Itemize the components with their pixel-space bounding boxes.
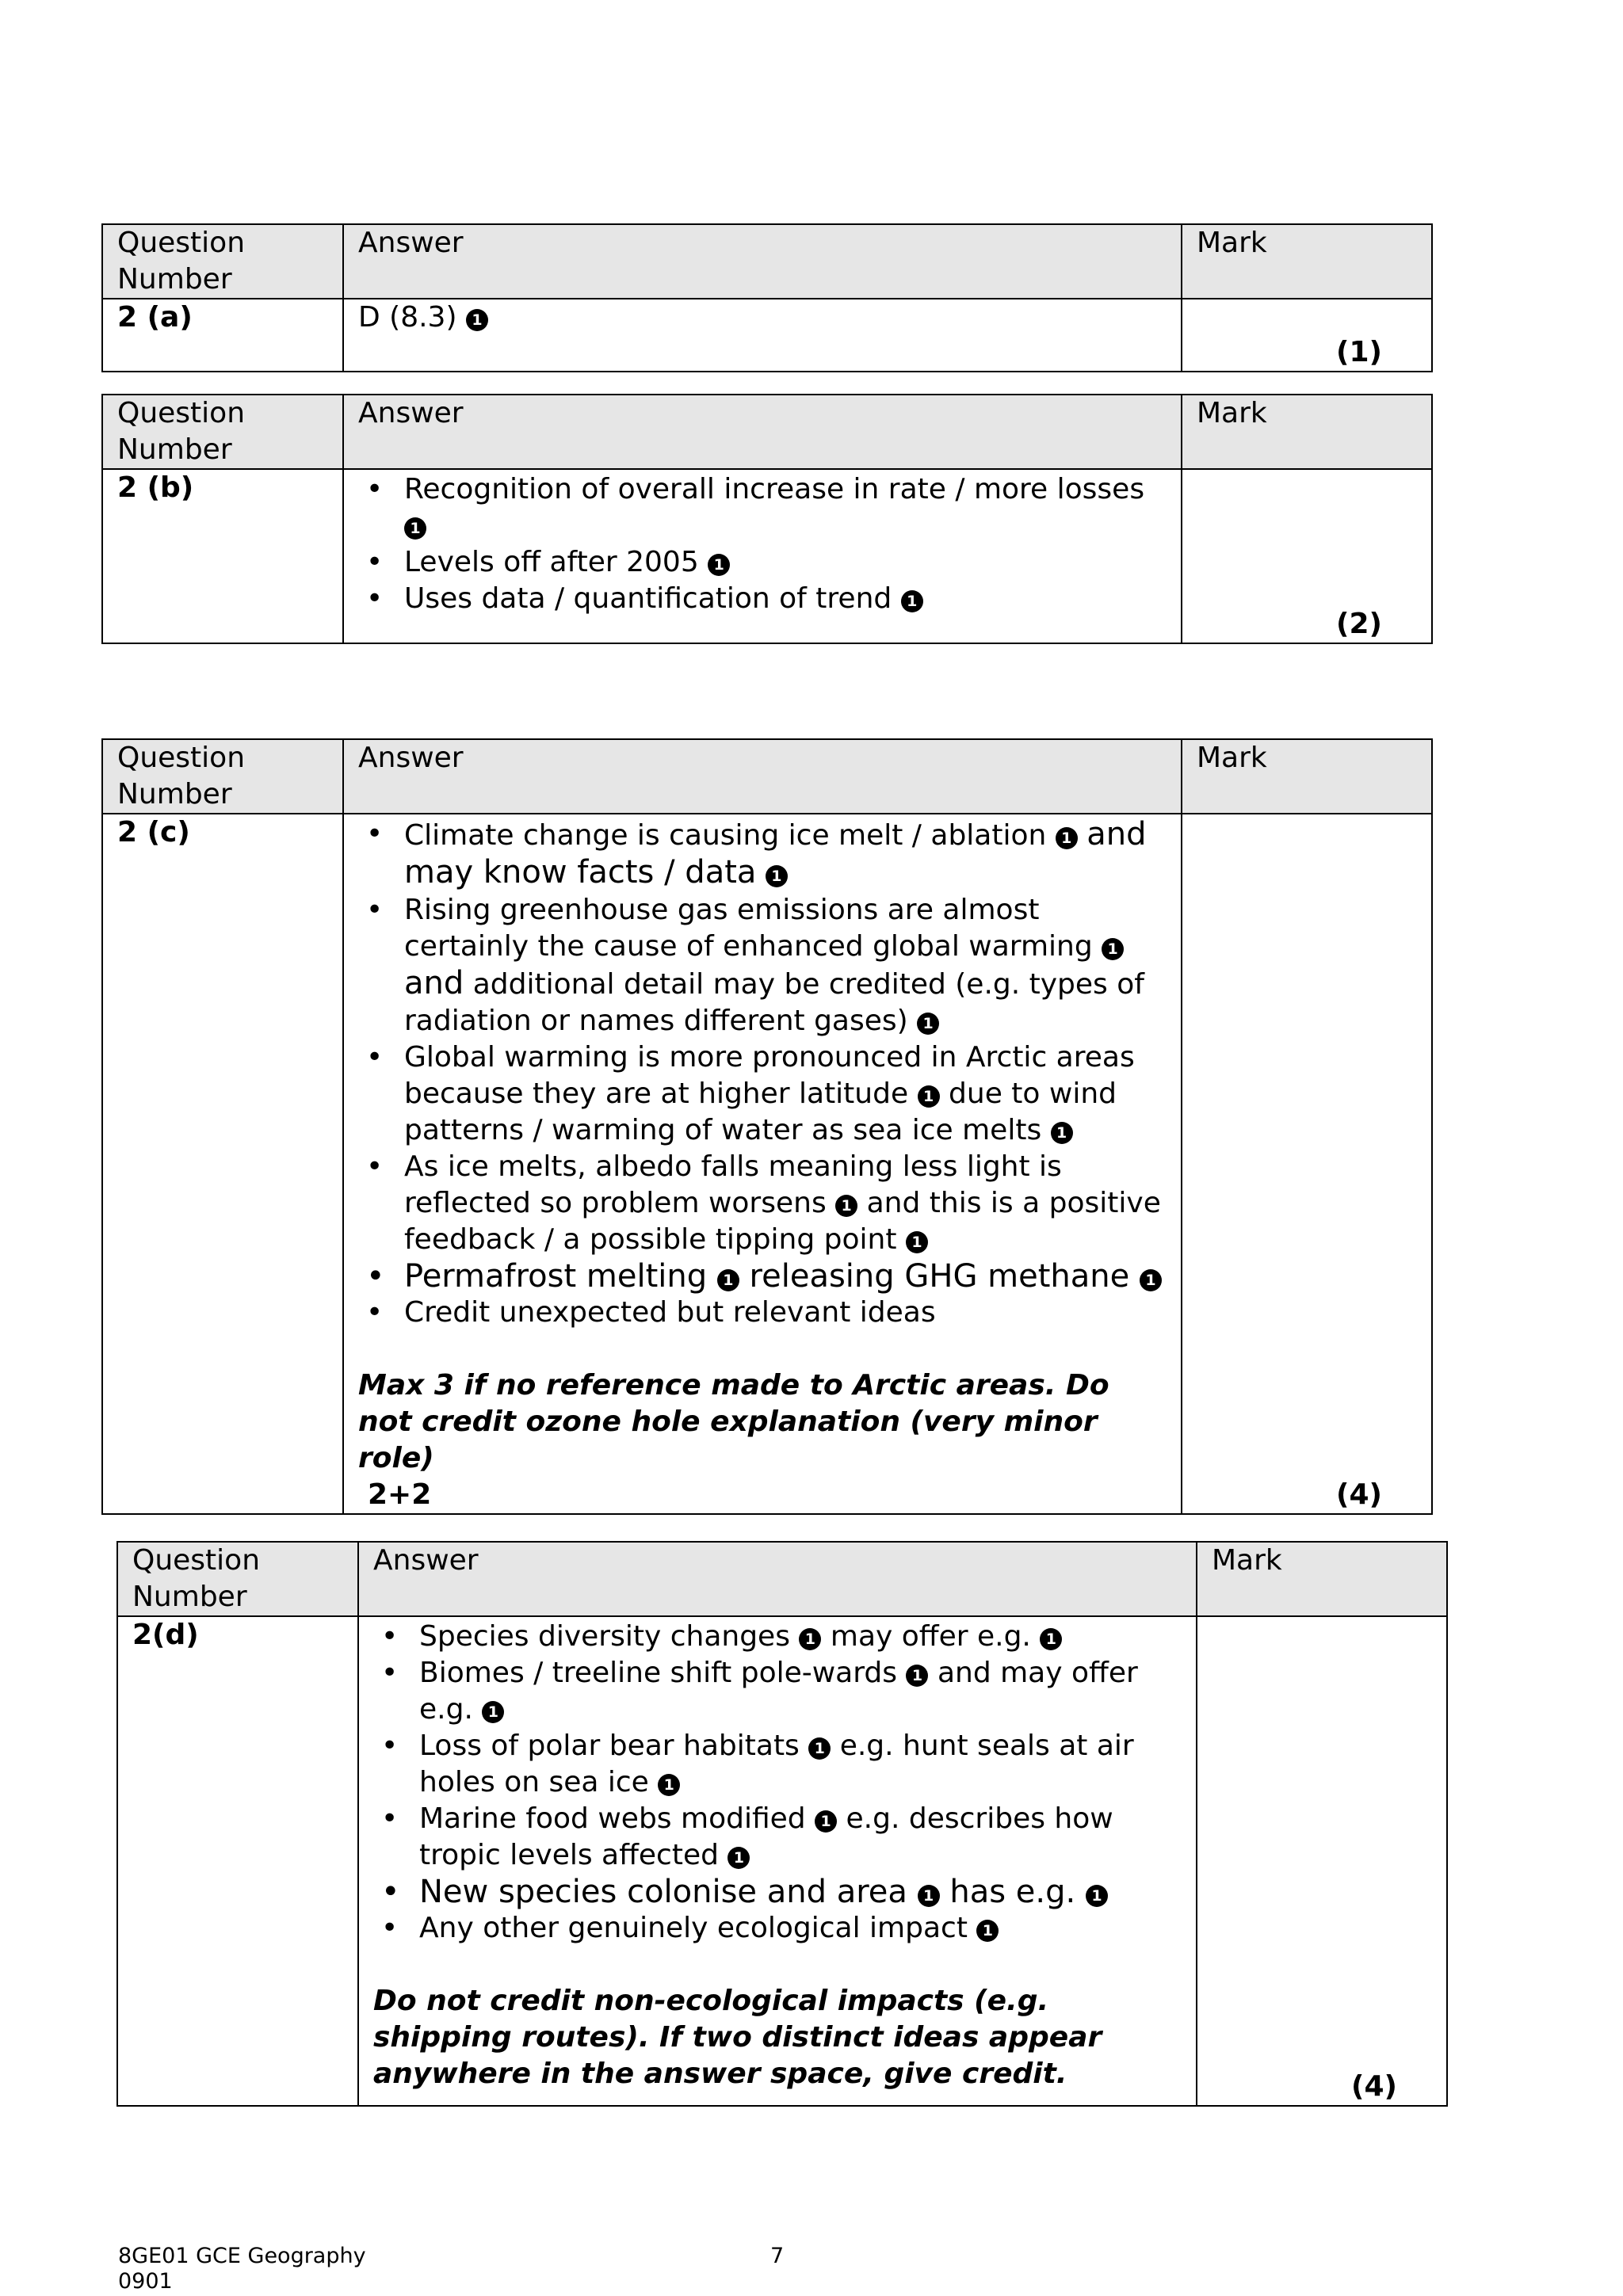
mark-scheme-table-2c — [101, 738, 1433, 1515]
answer-point: • Species diversity changes 1 may offer e.g. 1 — [373, 1619, 1182, 1655]
mark-total: (4) — [1336, 1478, 1382, 1511]
mark-total: (4) — [1351, 2070, 1397, 2103]
answer-point: • Loss of polar bear habitats 1 e.g. hunt seals at air holes on sea ice 1 — [373, 1728, 1182, 1801]
mark-point-icon: 1 — [808, 1737, 831, 1760]
question-number: 2 (b) — [102, 469, 343, 643]
footer-code: 8GE01 GCE Geography — [118, 2244, 366, 2268]
mark-point-icon: 1 — [727, 1847, 750, 1869]
mark-point-icon: 1 — [918, 1885, 940, 1907]
mark-point-icon: 1 — [918, 1085, 940, 1108]
footer-date: 0901 — [118, 2269, 173, 2294]
answer-point: • Credit unexpected but relevant ideas — [358, 1295, 1167, 1331]
question-number-header: Question Number — [102, 739, 343, 814]
answer-point: • Recognition of overall increase in rate / more losses 1 — [358, 471, 1167, 544]
answer-point: • Biomes / treeline shift pole-wards 1 and may offer e.g. 1 — [373, 1655, 1182, 1728]
mark-point-icon: 1 — [717, 1269, 739, 1291]
question-number: 2(d) — [117, 1616, 358, 2106]
mark-point-icon: 1 — [1102, 938, 1124, 960]
mark-point-icon: 1 — [482, 1701, 504, 1723]
mark-point-icon: 1 — [901, 590, 923, 612]
question-number-header: Question Number — [102, 224, 343, 299]
mark-scheme-table-2b — [101, 394, 1433, 644]
mark-split: 2+2 — [368, 1478, 432, 1511]
examiner-note: Do not credit non-ecological impacts (e.g. shipping routes). If two distinct ideas appear anywhere in the answer space, give credit. — [373, 1985, 1102, 2090]
answer-point: • Levels off after 2005 1 — [358, 544, 1167, 581]
answer-point: • Climate change is causing ice melt / ablation 1 and may know facts / data 1 — [358, 816, 1167, 892]
mark-total: (1) — [1336, 336, 1382, 368]
mark-point-icon: 1 — [976, 1920, 999, 1942]
mark-point-icon: 1 — [835, 1195, 857, 1217]
answer-cell — [358, 1616, 1197, 2106]
mark-point-icon: 1 — [799, 1628, 821, 1650]
mark-cell — [1197, 1616, 1447, 2106]
answer-header: Answer — [343, 739, 1182, 814]
mark-point-icon: 1 — [906, 1231, 928, 1253]
answer-point: • New species colonise and area 1 has e.g. 1 — [373, 1874, 1182, 1910]
answer-text: D (8.3) — [358, 301, 457, 334]
mark-point-icon: 1 — [466, 309, 488, 331]
answer-header: Answer — [343, 395, 1182, 469]
answer-point: • Any other genuinely ecological impact 1 — [373, 1910, 1182, 1947]
answer-point: • Rising greenhouse gas emissions are almost certainly the cause of enhanced global warming 1 and additional detail may be credited (e.g. types of radiation or names different gases) 1 — [358, 892, 1167, 1039]
answer-cell — [343, 814, 1182, 1514]
mark-point-icon: 1 — [708, 554, 730, 576]
mark-cell — [1182, 299, 1432, 372]
question-number-header: Question Number — [117, 1542, 358, 1616]
mark-header: Mark — [1197, 1542, 1447, 1616]
mark-point-icon: 1 — [815, 1810, 837, 1833]
answer-point: • Uses data / quantification of trend 1 — [358, 581, 1167, 617]
mark-point-icon: 1 — [766, 865, 788, 887]
examiner-note: Max 3 if no reference made to Arctic areas. Do not credit ozone hole explanation (very minor role) — [358, 1369, 1109, 1474]
mark-point-icon: 1 — [906, 1665, 928, 1687]
mark-point-icon: 1 — [1040, 1628, 1062, 1650]
answer-point: • As ice melts, albedo falls meaning less light is reflected so problem worsens 1 and this is a positive feedback / a possible tipping point 1 — [358, 1149, 1167, 1258]
answer-header: Answer — [358, 1542, 1197, 1616]
mark-point-icon: 1 — [1056, 827, 1078, 849]
mark-cell — [1182, 814, 1432, 1514]
question-number: 2 (c) — [102, 814, 343, 1514]
mark-point-icon: 1 — [917, 1013, 939, 1035]
mark-scheme-table-2d — [116, 1541, 1448, 2107]
mark-total: (2) — [1336, 608, 1382, 640]
mark-point-icon: 1 — [1051, 1122, 1073, 1144]
answer-point: • Marine food webs modified 1 e.g. describes how tropic levels affected 1 — [373, 1801, 1182, 1874]
question-number: 2 (a) — [102, 299, 343, 372]
mark-header: Mark — [1182, 395, 1432, 469]
answer-cell — [343, 469, 1182, 643]
answer-header: Answer — [343, 224, 1182, 299]
answer-point: • Global warming is more pronounced in Arctic areas because they are at higher latitude 1 due to wind patterns / warming of water as sea ice melts 1 — [358, 1039, 1167, 1149]
answer-cell — [343, 299, 1182, 372]
mark-scheme-table-2a — [101, 223, 1433, 372]
question-number-header: Question Number — [102, 395, 343, 469]
mark-header: Mark — [1182, 739, 1432, 814]
mark-point-icon: 1 — [1086, 1885, 1108, 1907]
mark-cell — [1182, 469, 1432, 643]
page-number: 7 — [770, 2244, 785, 2268]
answer-point: • Permafrost melting 1 releasing GHG methane 1 — [358, 1258, 1167, 1295]
mark-point-icon: 1 — [658, 1774, 680, 1796]
mark-point-icon: 1 — [1140, 1269, 1162, 1291]
mark-point-icon: 1 — [404, 517, 426, 540]
mark-header: Mark — [1182, 224, 1432, 299]
